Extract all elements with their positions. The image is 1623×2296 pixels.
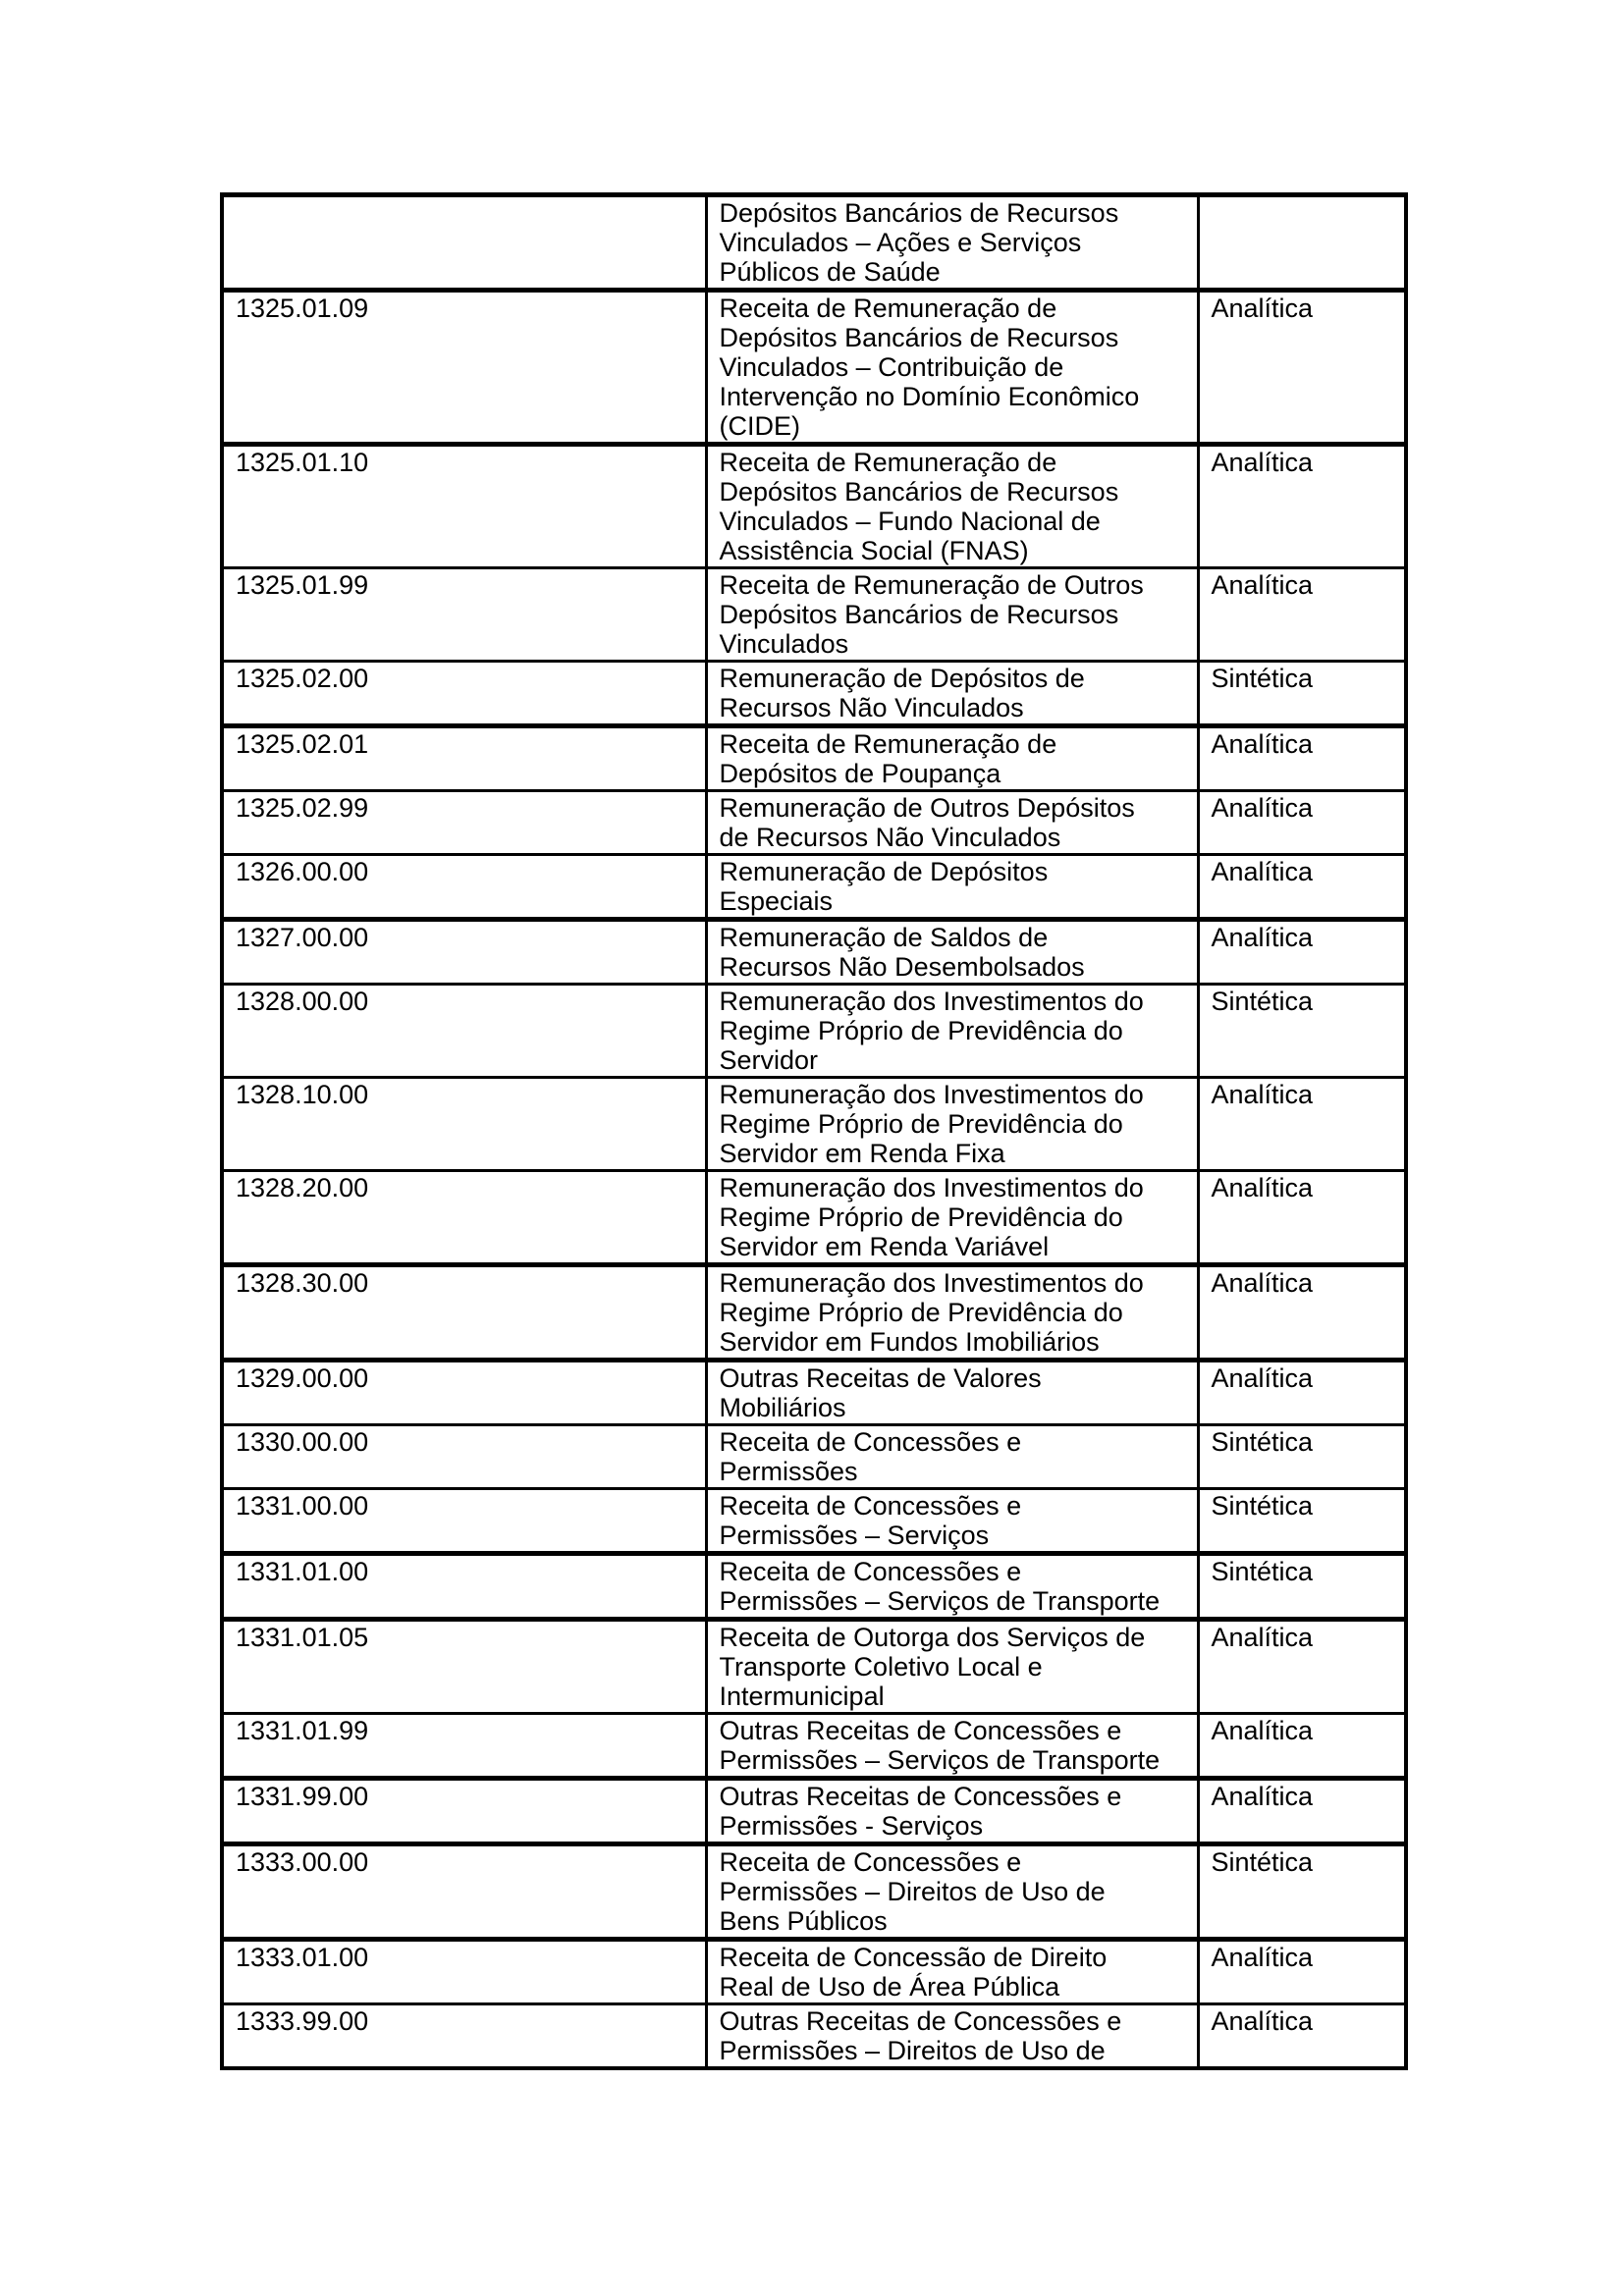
description-cell [706, 1779, 1198, 1844]
code-cell [222, 195, 706, 291]
table-row [222, 726, 1406, 791]
table-row [222, 195, 1406, 291]
description-cell [706, 1844, 1198, 1940]
code-cell: 1328.20.00 [222, 1171, 706, 1265]
table-row [222, 445, 1406, 568]
description-line: Permissões – Serviços [719, 1521, 990, 1550]
revenue-codes-table [220, 192, 1408, 2070]
description-line: Regime Próprio de Previdência do [719, 1016, 1123, 1045]
description-line: Receita de Outorga dos Serviços de [719, 1623, 1146, 1652]
description-line: Receita de Remuneração de [719, 729, 1057, 759]
description-cell [706, 1714, 1198, 1779]
description-line: Receita de Concessões e [719, 1427, 1022, 1457]
code-cell: 1325.02.99 [222, 791, 706, 855]
description-line: Recursos Não Vinculados [719, 693, 1024, 722]
description-line: Recursos Não Desembolsados [719, 952, 1085, 982]
code-cell: 1331.01.00 [222, 1554, 706, 1620]
description-line: Permissões – Direitos de Uso de [719, 1877, 1106, 1906]
type-cell: Sintética [1198, 662, 1406, 726]
description-line: Remuneração dos Investimentos do [719, 1080, 1144, 1109]
description-cell [706, 1265, 1198, 1361]
description-line: Servidor em Renda Variável [719, 1232, 1050, 1261]
code-cell: 1325.01.99 [222, 568, 706, 662]
description-line: Depósitos Bancários de Recursos [719, 323, 1119, 352]
description-line: Permissões – Serviços de Transporte [719, 1586, 1161, 1616]
description-line: Remuneração dos Investimentos do [719, 987, 1144, 1016]
code-cell: 1331.99.00 [222, 1779, 706, 1844]
table-row [222, 1620, 1406, 1714]
description-cell [706, 568, 1198, 662]
description-cell [706, 855, 1198, 920]
table-row [222, 1171, 1406, 1265]
description-line: Outras Receitas de Concessões e [719, 2006, 1122, 2036]
table-row [222, 1361, 1406, 1425]
description-cell [706, 1171, 1198, 1265]
description-line: Remuneração de Saldos de [719, 923, 1049, 952]
description-line: Intervenção no Domínio Econômico [719, 382, 1140, 411]
description-line: Permissões - Serviços [719, 1811, 984, 1841]
table-row [222, 920, 1406, 985]
description-line: Regime Próprio de Previdência do [719, 1298, 1123, 1327]
description-line: Depósitos Bancários de Recursos [719, 198, 1119, 228]
type-cell: Analítica [1198, 1078, 1406, 1171]
description-line: Receita de Concessão de Direito [719, 1943, 1108, 1972]
description-line: Vinculados – Ações e Serviços [719, 228, 1082, 257]
type-cell: Analítica [1198, 568, 1406, 662]
description-cell [706, 291, 1198, 445]
type-cell: Sintética [1198, 1844, 1406, 1940]
description-line: Públicos de Saúde [719, 257, 941, 287]
description-cell [706, 1425, 1198, 1489]
table-row [222, 1425, 1406, 1489]
description-line: Vinculados – Fundo Nacional de [719, 507, 1101, 536]
table-row [222, 568, 1406, 662]
description-line: Receita de Concessões e [719, 1491, 1022, 1521]
code-cell: 1331.01.99 [222, 1714, 706, 1779]
description-cell [706, 1078, 1198, 1171]
description-line: Depósitos Bancários de Recursos [719, 600, 1119, 629]
type-cell: Analítica [1198, 1361, 1406, 1425]
description-line: Receita de Remuneração de Outros [719, 570, 1144, 600]
table-row [222, 291, 1406, 445]
table-row [222, 791, 1406, 855]
description-line: Remuneração de Depósitos [719, 857, 1049, 886]
description-line: Transporte Coletivo Local e [719, 1652, 1043, 1682]
description-line: Outras Receitas de Valores [719, 1363, 1042, 1393]
code-cell: 1333.01.00 [222, 1940, 706, 2004]
description-cell [706, 791, 1198, 855]
type-cell: Analítica [1198, 291, 1406, 445]
code-cell: 1328.00.00 [222, 985, 706, 1078]
code-cell: 1331.00.00 [222, 1489, 706, 1554]
description-cell [706, 1554, 1198, 1620]
description-line: Servidor em Renda Fixa [719, 1139, 1005, 1168]
type-cell: Analítica [1198, 445, 1406, 568]
description-line: Depósitos de Poupança [719, 759, 1001, 788]
code-cell: 1327.00.00 [222, 920, 706, 985]
type-cell: Analítica [1198, 855, 1406, 920]
description-line: Receita de Remuneração de [719, 448, 1057, 477]
description-line: Remuneração de Depósitos de [719, 664, 1085, 693]
description-line: Outras Receitas de Concessões e [719, 1782, 1122, 1811]
code-cell: 1326.00.00 [222, 855, 706, 920]
description-line: Vinculados – Contribuição de [719, 352, 1064, 382]
description-cell [706, 1620, 1198, 1714]
code-cell: 1329.00.00 [222, 1361, 706, 1425]
table-row [222, 1489, 1406, 1554]
description-line: Receita de Remuneração de [719, 294, 1057, 323]
description-line: Regime Próprio de Previdência do [719, 1109, 1123, 1139]
description-line: Receita de Concessões e [719, 1847, 1022, 1877]
table-row [222, 1779, 1406, 1844]
description-line: Vinculados [719, 629, 849, 659]
table-row [222, 1265, 1406, 1361]
description-cell [706, 195, 1198, 291]
type-cell: Analítica [1198, 1714, 1406, 1779]
description-line: Permissões – Direitos de Uso de [719, 2036, 1106, 2065]
description-line: Permissões [719, 1457, 858, 1486]
description-line: Depósitos Bancários de Recursos [719, 477, 1119, 507]
description-line: Especiais [719, 886, 834, 916]
code-cell: 1328.10.00 [222, 1078, 706, 1171]
type-cell: Analítica [1198, 1779, 1406, 1844]
type-cell: Analítica [1198, 1171, 1406, 1265]
type-cell: Analítica [1198, 1620, 1406, 1714]
type-cell: Sintética [1198, 1489, 1406, 1554]
description-line: Outras Receitas de Concessões e [719, 1716, 1122, 1745]
description-cell [706, 2004, 1198, 2069]
description-line: Regime Próprio de Previdência do [719, 1202, 1123, 1232]
description-cell [706, 726, 1198, 791]
type-cell: Analítica [1198, 920, 1406, 985]
table-row [222, 1940, 1406, 2004]
code-cell: 1331.01.05 [222, 1620, 706, 1714]
code-cell: 1333.00.00 [222, 1844, 706, 1940]
type-cell: Analítica [1198, 1265, 1406, 1361]
description-cell [706, 662, 1198, 726]
code-cell: 1333.99.00 [222, 2004, 706, 2069]
description-cell [706, 1361, 1198, 1425]
description-cell [706, 985, 1198, 1078]
description-cell [706, 1940, 1198, 2004]
description-line: Intermunicipal [719, 1682, 885, 1711]
code-cell: 1325.02.01 [222, 726, 706, 791]
description-line: Bens Públicos [719, 1906, 888, 1936]
description-line: Remuneração dos Investimentos do [719, 1173, 1144, 1202]
description-cell [706, 920, 1198, 985]
code-cell: 1328.30.00 [222, 1265, 706, 1361]
type-cell [1198, 195, 1406, 291]
description-line: Mobiliários [719, 1393, 846, 1422]
table-row [222, 1554, 1406, 1620]
description-line: Receita de Concessões e [719, 1557, 1022, 1586]
description-line: Real de Uso de Área Pública [719, 1972, 1060, 2002]
description-line: Remuneração dos Investimentos do [719, 1268, 1144, 1298]
code-cell: 1325.01.09 [222, 291, 706, 445]
description-line: Remuneração de Outros Depósitos [719, 793, 1135, 823]
description-line: Assistência Social (FNAS) [719, 536, 1029, 565]
description-line: (CIDE) [719, 411, 800, 441]
description-cell [706, 445, 1198, 568]
table-row [222, 1714, 1406, 1779]
description-cell [706, 1489, 1198, 1554]
table-row [222, 1844, 1406, 1940]
type-cell: Sintética [1198, 1554, 1406, 1620]
type-cell: Analítica [1198, 2004, 1406, 2069]
table-body [222, 195, 1406, 2069]
description-line: Permissões – Serviços de Transporte [719, 1745, 1161, 1775]
type-cell: Analítica [1198, 1940, 1406, 2004]
code-cell: 1330.00.00 [222, 1425, 706, 1489]
table-row [222, 662, 1406, 726]
code-cell: 1325.01.10 [222, 445, 706, 568]
code-cell: 1325.02.00 [222, 662, 706, 726]
description-line: de Recursos Não Vinculados [719, 823, 1061, 852]
table-row [222, 985, 1406, 1078]
description-line: Servidor [719, 1045, 819, 1075]
type-cell: Sintética [1198, 1425, 1406, 1489]
description-line: Servidor em Fundos Imobiliários [719, 1327, 1100, 1357]
table-row [222, 855, 1406, 920]
type-cell: Analítica [1198, 726, 1406, 791]
table-row [222, 2004, 1406, 2069]
table-row [222, 1078, 1406, 1171]
type-cell: Sintética [1198, 985, 1406, 1078]
type-cell: Analítica [1198, 791, 1406, 855]
